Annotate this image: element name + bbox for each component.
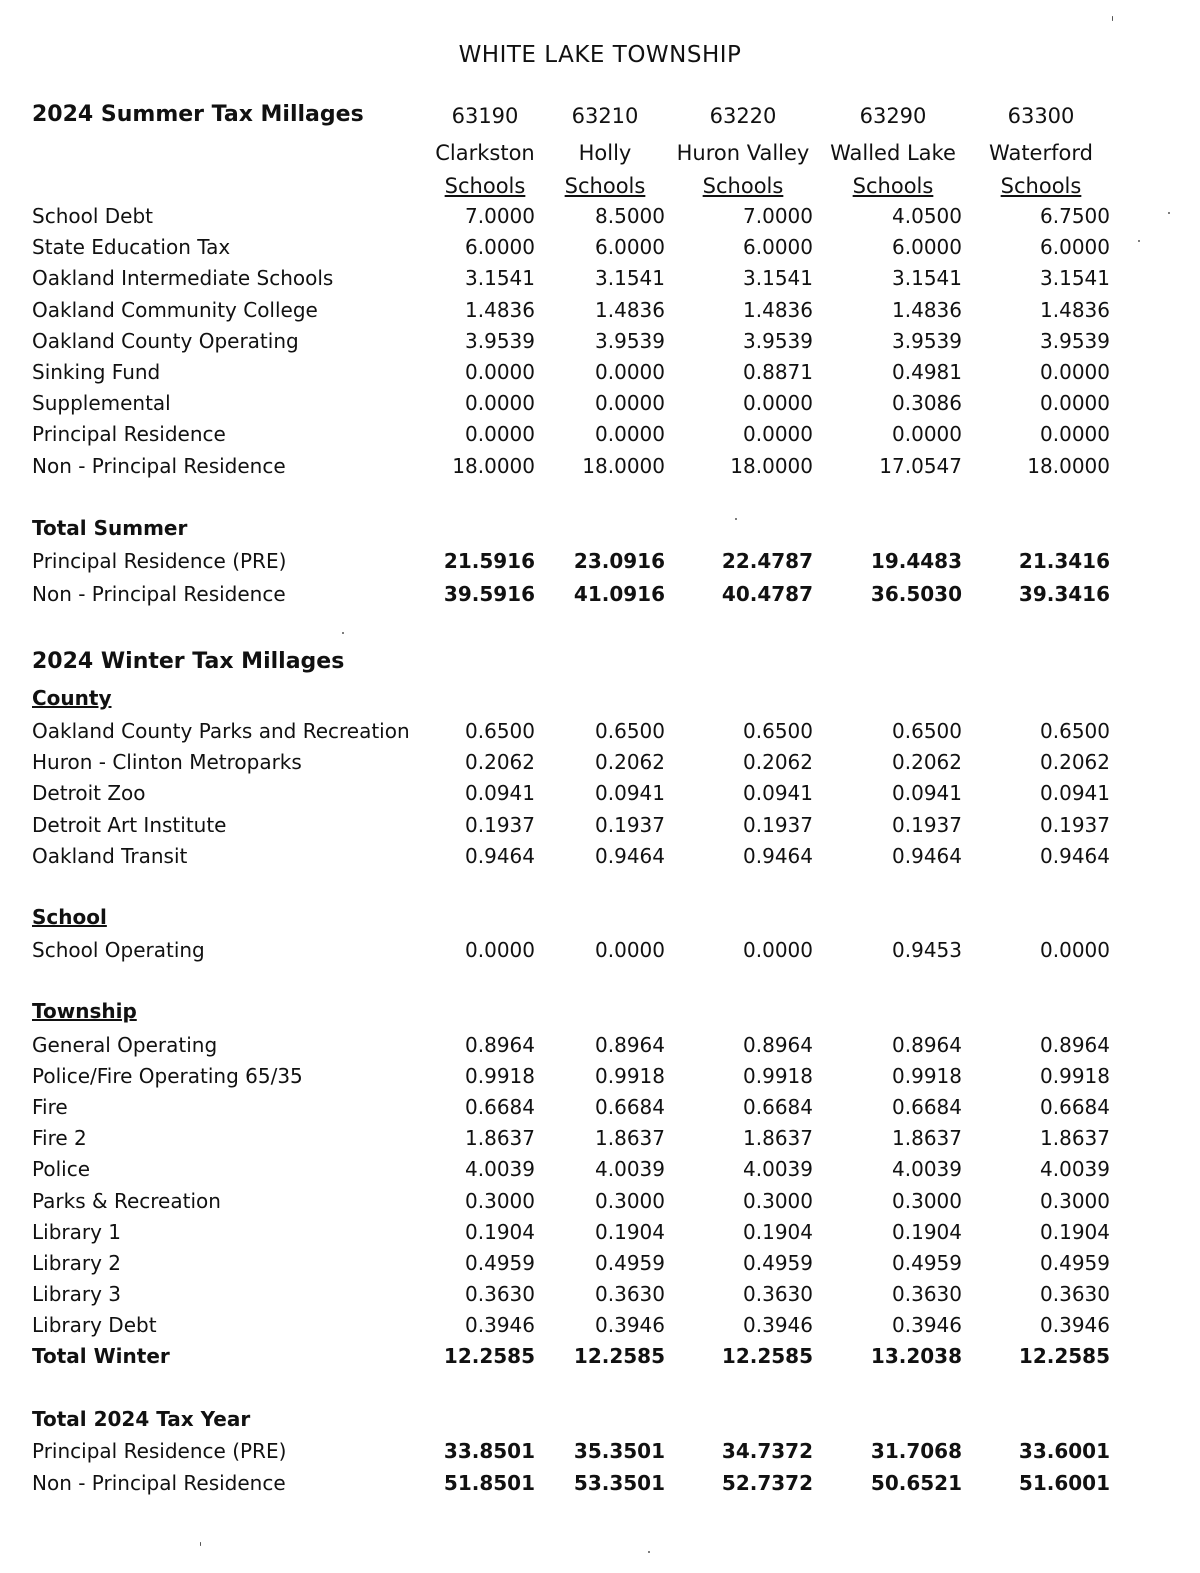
millage-value: 3.1541	[595, 266, 665, 291]
row-label: Non - Principal Residence	[32, 581, 286, 606]
total-winter-value: 12.2585	[573, 1344, 665, 1368]
millage-value: 52.7372	[721, 1471, 813, 1495]
millage-value: 0.4959	[595, 1250, 665, 1275]
row-label: Supplemental	[32, 391, 171, 416]
total-year-heading-row	[0, 1407, 1200, 1437]
total-winter-row	[0, 1344, 1200, 1374]
millage-value: 0.3000	[1040, 1188, 1110, 1213]
millage-value: 0.3946	[465, 1312, 535, 1337]
millage-value: 0.6500	[892, 719, 962, 743]
millage-value: 18.0000	[452, 453, 535, 478]
millage-value: 6.0000	[1040, 235, 1110, 260]
column-names	[0, 141, 1200, 171]
row-label: Non - Principal Residence	[32, 453, 286, 478]
millage-value: 0.3000	[595, 1188, 665, 1213]
millage-value: 0.3000	[465, 1188, 535, 1213]
millage-value: 0.3946	[892, 1312, 962, 1337]
millage-value: 6.0000	[595, 235, 665, 260]
row-label: Library 3	[32, 1281, 122, 1306]
millage-value: 53.3501	[573, 1471, 665, 1495]
millage-value: 0.6684	[892, 1095, 962, 1120]
millage-value: 8.5000	[595, 204, 665, 228]
row-label: Parks & Recreation	[32, 1188, 221, 1213]
col-type: Schools	[852, 174, 934, 198]
row-label: Police	[32, 1157, 90, 1182]
millage-value: 22.4787	[721, 549, 813, 573]
col-code: 63220	[709, 104, 777, 128]
table-row	[0, 1157, 1200, 1187]
millage-value: 19.4483	[870, 549, 962, 573]
millage-value: 0.0000	[743, 938, 813, 962]
row-label: Oakland County Parks and Recreation	[32, 719, 410, 743]
row-label: Non - Principal Residence	[32, 1471, 286, 1495]
table-row	[0, 1126, 1200, 1156]
total-winter-value: 12.2585	[1018, 1344, 1110, 1368]
millage-value: 0.0000	[892, 422, 962, 447]
millage-value: 0.9918	[1040, 1064, 1110, 1089]
scan-speck	[735, 518, 737, 520]
millage-value: 0.8964	[743, 1033, 813, 1057]
row-label: Oakland Intermediate Schools	[32, 266, 334, 291]
millage-value: 0.6500	[595, 719, 665, 743]
millage-value: 18.0000	[1027, 453, 1110, 478]
millage-value: 0.1937	[595, 812, 665, 837]
col-code: 63210	[571, 104, 639, 128]
total-winter-label: Total Winter	[32, 1344, 170, 1368]
millage-value: 0.4959	[465, 1250, 535, 1275]
millage-value: 0.0000	[1040, 422, 1110, 447]
table-row	[0, 298, 1200, 328]
millage-value: 6.7500	[1040, 204, 1110, 228]
millage-value: 0.0941	[595, 781, 665, 806]
millage-value: 0.3630	[595, 1281, 665, 1306]
col-code: 63290	[859, 104, 927, 128]
millage-value: 17.0547	[879, 453, 962, 478]
county-heading: County	[32, 686, 112, 710]
millage-value: 3.9539	[892, 328, 962, 353]
millage-value: 0.2062	[892, 750, 962, 775]
millage-value: 0.0000	[743, 391, 813, 416]
school-heading-row	[0, 905, 1200, 935]
col-name: Walled Lake	[830, 141, 956, 165]
millage-value: 50.6521	[870, 1471, 962, 1495]
table-row	[0, 235, 1200, 265]
row-label: Principal Residence (PRE)	[32, 549, 287, 573]
total-year-heading: Total 2024 Tax Year	[32, 1407, 251, 1431]
millage-value: 4.0500	[892, 204, 962, 228]
millage-value: 0.6684	[465, 1095, 535, 1120]
millage-value: 0.1904	[465, 1219, 535, 1244]
column-types	[0, 174, 1200, 204]
millage-value: 0.8964	[595, 1033, 665, 1057]
millage-value: 0.6684	[595, 1095, 665, 1120]
millage-value: 1.8637	[595, 1126, 665, 1151]
millage-value: 51.6001	[1018, 1471, 1110, 1495]
millage-value: 23.0916	[573, 549, 665, 573]
millage-value: 21.3416	[1018, 549, 1110, 573]
millage-value: 1.8637	[465, 1126, 535, 1151]
millage-value: 35.3501	[573, 1439, 665, 1463]
millage-value: 39.5916	[443, 581, 535, 606]
scan-speck	[342, 632, 344, 634]
col-type: Schools	[702, 174, 784, 198]
row-label: School Debt	[32, 204, 153, 228]
table-row	[0, 1439, 1200, 1469]
millage-value: 51.8501	[443, 1471, 535, 1495]
col-type: Schools	[1000, 174, 1082, 198]
row-label: Principal Residence	[32, 422, 226, 447]
table-row	[0, 1220, 1200, 1250]
winter-heading-row	[0, 649, 1200, 679]
row-label: Huron - Clinton Metroparks	[32, 750, 302, 775]
millage-value: 41.0916	[573, 581, 665, 606]
table-row	[0, 360, 1200, 390]
millage-value: 7.0000	[743, 204, 813, 228]
table-row	[0, 454, 1200, 484]
millage-value: 3.1541	[465, 266, 535, 291]
table-row	[0, 1064, 1200, 1094]
millage-value: 0.3630	[1040, 1281, 1110, 1306]
millage-value: 0.0941	[892, 781, 962, 806]
millage-value: 1.8637	[743, 1126, 813, 1151]
millage-value: 0.3630	[892, 1281, 962, 1306]
millage-value: 1.4836	[743, 297, 813, 322]
millage-value: 0.9918	[595, 1064, 665, 1089]
page-title: WHITE LAKE TOWNSHIP	[458, 42, 742, 68]
scan-speck	[1138, 240, 1140, 242]
millage-value: 0.3000	[743, 1188, 813, 1213]
millage-value: 0.1904	[743, 1219, 813, 1244]
millage-value: 39.3416	[1018, 581, 1110, 606]
millage-value: 0.3946	[1040, 1312, 1110, 1337]
millage-value: 0.8964	[465, 1033, 535, 1057]
millage-value: 0.4959	[743, 1250, 813, 1275]
millage-value: 0.9464	[465, 843, 535, 868]
millage-value: 0.0000	[595, 391, 665, 416]
millage-value: 0.6684	[1040, 1095, 1110, 1120]
millage-value: 0.9464	[595, 843, 665, 868]
millage-value: 4.0039	[892, 1157, 962, 1182]
millage-value: 6.0000	[465, 235, 535, 260]
millage-value: 36.5030	[870, 581, 962, 606]
millage-value: 3.1541	[1040, 266, 1110, 291]
millage-value: 0.9918	[892, 1064, 962, 1089]
col-name: Holly	[578, 141, 632, 165]
total-winter-value: 13.2038	[870, 1344, 962, 1368]
millage-value: 33.8501	[443, 1439, 535, 1463]
millage-value: 0.6500	[743, 719, 813, 743]
millage-value: 0.9464	[743, 843, 813, 868]
millage-value: 3.9539	[465, 328, 535, 353]
millage-value: 0.3086	[892, 391, 962, 416]
millage-value: 0.4959	[1040, 1250, 1110, 1275]
millage-value: 0.3946	[595, 1312, 665, 1337]
millage-value: 0.3946	[743, 1312, 813, 1337]
row-label: Principal Residence (PRE)	[32, 1439, 287, 1463]
table-row	[0, 938, 1200, 968]
millage-value: 3.1541	[892, 266, 962, 291]
table-row	[0, 1313, 1200, 1343]
table-row	[0, 391, 1200, 421]
table-row	[0, 1471, 1200, 1501]
millage-value: 0.2062	[743, 750, 813, 775]
row-label: Detroit Zoo	[32, 781, 146, 806]
total-summer-heading-row	[0, 516, 1200, 546]
table-row	[0, 844, 1200, 874]
table-row	[0, 204, 1200, 234]
millage-value: 0.1937	[743, 812, 813, 837]
millage-value: 3.9539	[1040, 328, 1110, 353]
millage-value: 3.9539	[595, 328, 665, 353]
row-label: Fire	[32, 1095, 68, 1120]
row-label: Police/Fire Operating 65/35	[32, 1064, 303, 1089]
millage-value: 4.0039	[465, 1157, 535, 1182]
millage-value: 0.2062	[1040, 750, 1110, 775]
township-heading-row	[0, 999, 1200, 1029]
millage-value: 1.4836	[595, 297, 665, 322]
summer-heading: 2024 Summer Tax Millages	[32, 102, 364, 127]
scan-speck	[648, 1551, 650, 1553]
millage-value: 40.4787	[721, 581, 813, 606]
table-row	[0, 1033, 1200, 1063]
row-label: Library 2	[32, 1250, 122, 1275]
millage-value: 33.6001	[1018, 1439, 1110, 1463]
millage-value: 7.0000	[465, 204, 535, 228]
table-row	[0, 1251, 1200, 1281]
row-label: Library 1	[32, 1219, 122, 1244]
scan-speck	[1112, 16, 1113, 21]
millage-value: 3.1541	[743, 266, 813, 291]
millage-value: 0.8871	[743, 360, 813, 384]
millage-value: 1.4836	[465, 297, 535, 322]
millage-value: 1.4836	[892, 297, 962, 322]
millage-value: 34.7372	[721, 1439, 813, 1463]
millage-value: 18.0000	[582, 453, 665, 478]
table-row	[0, 422, 1200, 452]
table-row	[0, 750, 1200, 780]
table-row	[0, 266, 1200, 296]
millage-value: 0.0000	[1040, 360, 1110, 384]
table-row	[0, 329, 1200, 359]
millage-value: 0.9918	[743, 1064, 813, 1089]
row-label: General Operating	[32, 1033, 218, 1057]
millage-value: 0.1904	[595, 1219, 665, 1244]
millage-value: 6.0000	[743, 235, 813, 260]
millage-value: 0.0000	[595, 360, 665, 384]
millage-value: 1.4836	[1040, 297, 1110, 322]
total-winter-value: 12.2585	[443, 1344, 535, 1368]
table-row	[0, 781, 1200, 811]
table-row	[0, 549, 1200, 579]
col-type: Schools	[444, 174, 526, 198]
millage-value: 0.9464	[1040, 843, 1110, 868]
millage-value: 0.6500	[465, 719, 535, 743]
row-label: School Operating	[32, 938, 205, 962]
millage-value: 3.9539	[743, 328, 813, 353]
millage-value: 0.0000	[1040, 938, 1110, 962]
county-heading-row	[0, 686, 1200, 716]
millage-value: 0.2062	[595, 750, 665, 775]
millage-value: 0.2062	[465, 750, 535, 775]
total-summer-heading: Total Summer	[32, 516, 188, 540]
millage-value: 0.0941	[465, 781, 535, 806]
millage-value: 1.8637	[892, 1126, 962, 1151]
row-label: Fire 2	[32, 1126, 87, 1151]
millage-value: 0.0000	[595, 938, 665, 962]
millage-value: 0.0000	[465, 938, 535, 962]
table-row	[0, 1189, 1200, 1219]
row-label: Library Debt	[32, 1312, 157, 1337]
millage-value: 0.4981	[892, 360, 962, 384]
millage-value: 0.1937	[892, 812, 962, 837]
millage-value: 0.1937	[1040, 812, 1110, 837]
col-code: 63300	[1007, 104, 1075, 128]
col-name: Clarkston	[435, 141, 535, 165]
millage-value: 0.9464	[892, 843, 962, 868]
millage-value: 0.1904	[892, 1219, 962, 1244]
millage-value: 0.0941	[743, 781, 813, 806]
millage-value: 0.1937	[465, 812, 535, 837]
millage-value: 4.0039	[1040, 1157, 1110, 1182]
school-heading: School	[32, 905, 107, 929]
millage-value: 6.0000	[892, 235, 962, 260]
row-label: Oakland County Operating	[32, 328, 299, 353]
table-row	[0, 582, 1200, 612]
millage-value: 0.0000	[1040, 391, 1110, 416]
col-type: Schools	[564, 174, 646, 198]
table-row	[0, 1282, 1200, 1312]
millage-value: 18.0000	[730, 453, 813, 478]
millage-value: 31.7068	[870, 1439, 962, 1463]
row-label: Oakland Transit	[32, 843, 188, 868]
millage-value: 0.9453	[892, 938, 962, 962]
millage-value: 0.3630	[743, 1281, 813, 1306]
millage-value: 0.0941	[1040, 781, 1110, 806]
table-row	[0, 719, 1200, 749]
col-name: Huron Valley	[676, 141, 810, 165]
winter-heading: 2024 Winter Tax Millages	[32, 649, 345, 674]
row-label: State Education Tax	[32, 235, 231, 260]
row-label: Detroit Art Institute	[32, 812, 227, 837]
millage-value: 0.0000	[465, 391, 535, 416]
millage-value: 0.1904	[1040, 1219, 1110, 1244]
millage-value: 1.8637	[1040, 1126, 1110, 1151]
millage-value: 0.6684	[743, 1095, 813, 1120]
millage-value: 0.0000	[465, 360, 535, 384]
column-codes	[0, 104, 1200, 134]
township-heading: Township	[32, 999, 137, 1023]
millage-value: 0.8964	[1040, 1033, 1110, 1057]
millage-value: 0.0000	[595, 422, 665, 447]
millage-value: 0.9918	[465, 1064, 535, 1089]
millage-value: 4.0039	[743, 1157, 813, 1182]
total-winter-value: 12.2585	[721, 1344, 813, 1368]
scan-speck	[200, 1542, 201, 1546]
millage-value: 0.6500	[1040, 719, 1110, 743]
millage-value: 0.4959	[892, 1250, 962, 1275]
col-name: Waterford	[989, 141, 1093, 165]
row-label: Sinking Fund	[32, 360, 161, 384]
col-code: 63190	[451, 104, 519, 128]
scan-speck	[1168, 212, 1170, 214]
millage-value: 0.0000	[465, 422, 535, 447]
millage-value: 0.0000	[743, 422, 813, 447]
millage-value: 0.3000	[892, 1188, 962, 1213]
table-row	[0, 1095, 1200, 1125]
millage-value: 4.0039	[595, 1157, 665, 1182]
row-label: Oakland Community College	[32, 297, 318, 322]
millage-value: 0.8964	[892, 1033, 962, 1057]
table-row	[0, 813, 1200, 843]
millage-value: 21.5916	[443, 549, 535, 573]
millage-value: 0.3630	[465, 1281, 535, 1306]
